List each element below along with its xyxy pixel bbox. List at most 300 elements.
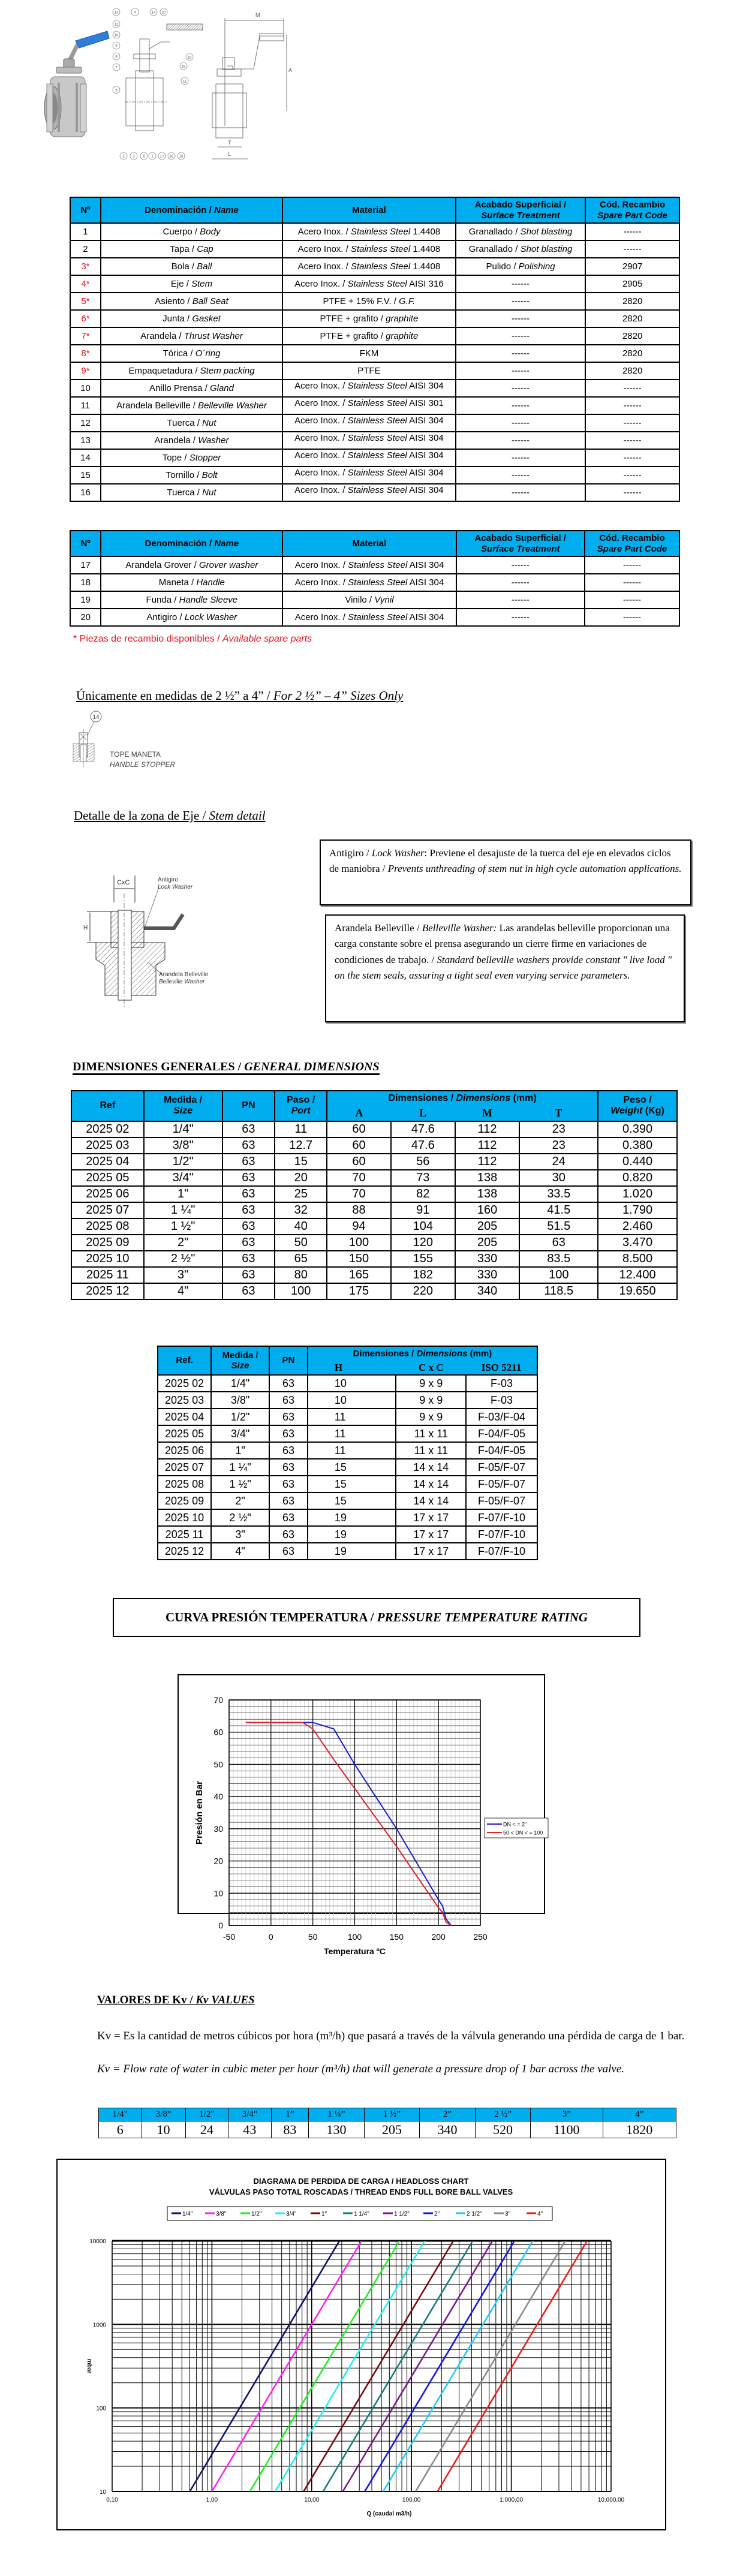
cell-h: 19 bbox=[308, 1526, 396, 1543]
part-name: Cuerpo / Body bbox=[101, 223, 282, 240]
cell-m: 205 bbox=[455, 1218, 520, 1235]
y-tick-label: 10 bbox=[99, 2489, 106, 2496]
y-axis-label: Presión en Bar bbox=[194, 1781, 204, 1844]
cell-l: 82 bbox=[391, 1186, 455, 1202]
x-tick-label: 250 bbox=[473, 1932, 488, 1942]
col-header-t: T bbox=[519, 1106, 598, 1121]
cell-size: 4" bbox=[144, 1283, 222, 1299]
cell-pn: 63 bbox=[269, 1459, 308, 1476]
y-tick-label: 70 bbox=[213, 1695, 223, 1705]
cell-iso5211: F-07/F-10 bbox=[466, 1509, 537, 1526]
legend-label: 1/4" bbox=[182, 2211, 193, 2217]
cell-m: 138 bbox=[455, 1170, 520, 1186]
cell-weight: 0.380 bbox=[598, 1137, 677, 1154]
cell-a: 70 bbox=[327, 1186, 391, 1202]
part-number: 17 bbox=[70, 556, 101, 574]
y-tick-label: 20 bbox=[213, 1856, 223, 1866]
cell-weight: 0.820 bbox=[598, 1170, 677, 1186]
cell-l: 47.6 bbox=[391, 1137, 455, 1154]
cell-t: 24 bbox=[519, 1154, 598, 1170]
kv-heading: VALORES DE Kv / Kv VALUES bbox=[97, 1994, 255, 2006]
parts-row bbox=[70, 327, 679, 345]
part-spare-code: 2907 bbox=[585, 258, 679, 275]
cell-size: 3" bbox=[144, 1267, 222, 1283]
part-material: Acero Inox. / Stainless Steel AISI 304 bbox=[282, 556, 456, 574]
cell-l: 56 bbox=[391, 1154, 455, 1170]
stem-dimension-row bbox=[158, 1425, 537, 1442]
part-surface-treatment: ------ bbox=[456, 467, 586, 484]
parts-row bbox=[70, 397, 679, 414]
series-line-0 bbox=[246, 1723, 451, 1925]
kv-size-header: 3/4" bbox=[228, 2108, 272, 2121]
cell-pn: 63 bbox=[269, 1425, 308, 1442]
general-dimensions-table bbox=[71, 1090, 678, 1300]
parts-row bbox=[70, 275, 679, 293]
cell-weight: 12.400 bbox=[598, 1267, 677, 1283]
callout-label: 3 bbox=[133, 155, 135, 159]
y-tick-label: 10000 bbox=[89, 2238, 106, 2245]
parts-row bbox=[70, 467, 679, 484]
part-spare-code: 2820 bbox=[585, 362, 679, 380]
part-spare-code: ------ bbox=[585, 432, 679, 449]
col-header-weight: Peso / Weight (Kg) bbox=[598, 1091, 677, 1121]
cell-iso5211: F-07/F-10 bbox=[466, 1526, 537, 1543]
part-surface-treatment: ------ bbox=[456, 310, 586, 327]
kv-value: 43 bbox=[228, 2121, 272, 2138]
cell-l: 120 bbox=[391, 1235, 455, 1251]
kv-value: 1820 bbox=[603, 2121, 676, 2138]
stem-dimension-row bbox=[158, 1476, 537, 1492]
callout-label: 13 bbox=[114, 11, 119, 15]
cell-size: 2 ½" bbox=[144, 1251, 222, 1267]
cell-l: 182 bbox=[391, 1267, 455, 1283]
cell-a: 60 bbox=[327, 1121, 391, 1137]
part-spare-code: ------ bbox=[585, 397, 679, 414]
cell-a: 100 bbox=[327, 1235, 391, 1251]
col-header-spare-code: Cód. Recambio Spare Part Code bbox=[585, 197, 679, 223]
dimension-row bbox=[71, 1154, 677, 1170]
cell-ref: 2025 10 bbox=[71, 1251, 144, 1267]
stem-dimension-row bbox=[158, 1392, 537, 1409]
part-number: 5* bbox=[70, 293, 101, 310]
dimension-row bbox=[71, 1170, 677, 1186]
legend-label: 2 1/2" bbox=[467, 2211, 482, 2217]
col-header-a: A bbox=[327, 1106, 391, 1121]
part-name: Tornillo / Bolt bbox=[101, 467, 282, 484]
x-tick-label: 1,00 bbox=[206, 2497, 218, 2503]
parts-row bbox=[70, 556, 679, 574]
parts-row bbox=[70, 293, 679, 310]
cell-a: 60 bbox=[327, 1137, 391, 1154]
parts-row bbox=[70, 449, 679, 467]
x-axis-label: Q (caudal m3/h) bbox=[366, 2511, 412, 2517]
cell-l: 91 bbox=[391, 1202, 455, 1218]
cell-cxc: 9 x 9 bbox=[396, 1409, 466, 1425]
part-surface-treatment: Pulido / Polishing bbox=[456, 258, 586, 275]
callout-label: 2 bbox=[122, 155, 125, 159]
cell-cxc: 14 x 14 bbox=[396, 1492, 466, 1509]
legend-label: 3/8" bbox=[216, 2211, 227, 2217]
cell-cxc: 11 x 11 bbox=[396, 1425, 466, 1442]
cxc-label: CxC bbox=[117, 879, 130, 886]
part-spare-code: ------ bbox=[585, 609, 679, 626]
lock-washer-label-en: Lock Washer bbox=[158, 884, 193, 890]
dimension-row bbox=[71, 1186, 677, 1202]
part-material: PTFE + 15% F.V. / G.F. bbox=[282, 293, 456, 310]
cell-ref: 2025 03 bbox=[158, 1392, 211, 1409]
part-number: 15 bbox=[70, 467, 101, 484]
x-tick-label: 1.000,00 bbox=[500, 2497, 524, 2503]
cell-ref: 2025 04 bbox=[158, 1409, 211, 1425]
part-number: 20 bbox=[70, 609, 101, 626]
cell-port: 20 bbox=[275, 1170, 327, 1186]
part-number: 1 bbox=[70, 223, 101, 240]
cell-m: 340 bbox=[455, 1283, 520, 1299]
dimension-row bbox=[71, 1251, 677, 1267]
part-spare-code: ------ bbox=[585, 449, 679, 467]
cell-ref: 2025 12 bbox=[158, 1543, 211, 1560]
col-header-size: Medida / Size bbox=[211, 1346, 269, 1375]
cell-size: 1" bbox=[211, 1442, 269, 1459]
stopper-label-en: HANDLE STOPPER bbox=[110, 760, 176, 769]
cell-size: 2" bbox=[144, 1235, 222, 1251]
part-number: 13 bbox=[70, 432, 101, 449]
col-header-name: Denominación / Name bbox=[101, 531, 282, 556]
legend-label: DN < = 2" bbox=[503, 1821, 527, 1828]
cell-m: 112 bbox=[455, 1154, 520, 1170]
callout-label: 19 bbox=[187, 56, 192, 60]
part-material: Vinilo / Vynil bbox=[282, 591, 456, 609]
cell-pn: 63 bbox=[222, 1267, 275, 1283]
cell-size: 1 ½" bbox=[211, 1476, 269, 1492]
cell-pn: 63 bbox=[222, 1137, 275, 1154]
part-name: Tuerca / Nut bbox=[101, 484, 282, 501]
cell-l: 220 bbox=[391, 1283, 455, 1299]
cell-pn: 63 bbox=[269, 1543, 308, 1560]
callout-label: 6 bbox=[143, 155, 145, 159]
part-material: Acero Inox. / Stainless Steel 1.4408 bbox=[282, 258, 456, 275]
part-surface-treatment: ------ bbox=[456, 414, 586, 432]
cell-iso5211: F-03 bbox=[466, 1375, 537, 1392]
part-surface-treatment: ------ bbox=[456, 380, 586, 397]
parts-row bbox=[70, 345, 679, 362]
cell-ref: 2025 11 bbox=[71, 1267, 144, 1283]
cell-m: 330 bbox=[455, 1251, 520, 1267]
callout-label: 8 bbox=[115, 55, 118, 59]
part-name: Funda / Handle Sleeve bbox=[101, 591, 282, 609]
cell-h: 11 bbox=[308, 1442, 396, 1459]
y-tick-label: 40 bbox=[213, 1792, 223, 1802]
part-name: Arandela Grover / Grover washer bbox=[101, 556, 282, 574]
callout-label: 9 bbox=[115, 44, 118, 49]
cell-ref: 2025 11 bbox=[158, 1526, 211, 1543]
part-material: Acero Inox. / Stainless Steel AISI 304 bbox=[282, 609, 456, 626]
cell-t: 118.5 bbox=[519, 1283, 598, 1299]
series-line-6 bbox=[343, 2241, 493, 2491]
y-tick-label: 30 bbox=[213, 1823, 223, 1834]
cell-size: 1" bbox=[144, 1186, 222, 1202]
exploded-section-drawing bbox=[113, 6, 206, 165]
kv-size-header: 1/2" bbox=[185, 2108, 228, 2121]
cell-a: 70 bbox=[327, 1170, 391, 1186]
cell-iso5211: F-04/F-05 bbox=[466, 1425, 537, 1442]
part-name: Antigiro / Lock Washer bbox=[101, 609, 282, 626]
headloss-chart bbox=[56, 2159, 666, 2530]
part-spare-code: ------ bbox=[585, 380, 679, 397]
kv-value: 130 bbox=[309, 2121, 365, 2138]
col-header-port: Paso / Port bbox=[275, 1091, 327, 1121]
cell-pn: 63 bbox=[222, 1121, 275, 1137]
cell-pn: 63 bbox=[269, 1509, 308, 1526]
x-tick-label: 50 bbox=[308, 1932, 318, 1942]
handle-stopper-label bbox=[110, 750, 175, 770]
cell-h: 10 bbox=[308, 1392, 396, 1409]
cell-l: 47.6 bbox=[391, 1121, 455, 1137]
callout-label: 7 bbox=[115, 66, 118, 70]
cell-iso5211: F-05/F-07 bbox=[466, 1476, 537, 1492]
part-name: Tope / Stopper bbox=[101, 449, 282, 467]
part-surface-treatment: ------ bbox=[456, 362, 586, 380]
cell-port: 40 bbox=[275, 1218, 327, 1235]
stem-dimension-row bbox=[158, 1543, 537, 1560]
kv-value: 205 bbox=[364, 2121, 420, 2138]
cell-weight: 1.020 bbox=[598, 1186, 677, 1202]
legend-label: 2" bbox=[434, 2211, 440, 2217]
cell-ref: 2025 04 bbox=[71, 1154, 144, 1170]
cell-cxc: 9 x 9 bbox=[396, 1392, 466, 1409]
cell-t: 83.5 bbox=[519, 1251, 598, 1267]
part-spare-code: 2820 bbox=[585, 327, 679, 345]
cell-ref: 2025 02 bbox=[71, 1121, 144, 1137]
y-axis-label: mbar bbox=[86, 2358, 92, 2374]
callout-label: 4 bbox=[134, 11, 136, 15]
cell-ref: 2025 08 bbox=[158, 1476, 211, 1492]
legend-label: 1/2" bbox=[251, 2211, 262, 2217]
kv-values-table bbox=[98, 2108, 676, 2138]
col-header-h: H bbox=[308, 1361, 396, 1375]
col-header-surface: Acabado Superficial / Surface Treatment bbox=[456, 197, 586, 223]
part-surface-treatment: ------ bbox=[456, 275, 586, 293]
cell-pn: 63 bbox=[269, 1392, 308, 1409]
parts-row bbox=[70, 609, 679, 626]
cell-pn: 63 bbox=[269, 1409, 308, 1425]
cell-pn: 63 bbox=[269, 1442, 308, 1459]
cell-pn: 63 bbox=[222, 1170, 275, 1186]
part-material: FKM bbox=[282, 345, 456, 362]
part-spare-code: ------ bbox=[585, 591, 679, 609]
x-tick-label: -50 bbox=[222, 1932, 236, 1942]
col-header-size: Medida / Size bbox=[144, 1091, 222, 1121]
col-header-ref: Ref bbox=[71, 1091, 144, 1121]
kv-value: 1100 bbox=[531, 2121, 603, 2138]
dimension-row bbox=[71, 1121, 677, 1137]
cell-size: 1 ¼" bbox=[211, 1459, 269, 1476]
dimension-row bbox=[71, 1218, 677, 1235]
parts-table-continued bbox=[70, 530, 680, 627]
callout-label: 1 bbox=[151, 155, 154, 159]
x-tick-label: 0 bbox=[268, 1932, 273, 1942]
cell-cxc: 14 x 14 bbox=[396, 1476, 466, 1492]
kv-value: 24 bbox=[185, 2121, 228, 2138]
callout-label: 14 bbox=[151, 11, 156, 15]
cell-l: 73 bbox=[391, 1170, 455, 1186]
legend-label: 1 1/4" bbox=[354, 2211, 369, 2217]
part-name: Tórica / O´ring bbox=[101, 345, 282, 362]
cell-a: 165 bbox=[327, 1267, 391, 1283]
part-surface-treatment: ------ bbox=[456, 556, 585, 574]
col-header-dimensions: Dimensiones / Dimensions (mm) bbox=[327, 1091, 598, 1106]
legend-label: 3" bbox=[505, 2211, 511, 2217]
x-tick-label: 10,00 bbox=[304, 2497, 320, 2503]
part-spare-code: 2820 bbox=[585, 345, 679, 362]
col-header-surface: Acabado Superficial / Surface Treatment bbox=[456, 531, 585, 556]
h-label: H bbox=[83, 925, 88, 931]
y-tick-label: 100 bbox=[96, 2405, 106, 2412]
parts-row bbox=[70, 223, 679, 240]
callout-label: 5 bbox=[115, 89, 118, 93]
parts-row bbox=[70, 591, 679, 609]
cell-t: 41.5 bbox=[519, 1202, 598, 1218]
cell-pn: 63 bbox=[222, 1218, 275, 1235]
cell-pn: 63 bbox=[222, 1235, 275, 1251]
series-line-10 bbox=[437, 2241, 587, 2491]
cell-ref: 2025 07 bbox=[71, 1202, 144, 1218]
part-material: PTFE + grafito / graphite bbox=[282, 327, 456, 345]
cell-weight: 2.460 bbox=[598, 1218, 677, 1235]
cell-iso5211: F-05/F-07 bbox=[466, 1492, 537, 1509]
part-spare-code: ------ bbox=[585, 467, 679, 484]
part-number: 2 bbox=[70, 240, 101, 258]
kv-size-header: 2 ½” bbox=[475, 2108, 531, 2121]
kv-size-header: 3” bbox=[531, 2108, 603, 2121]
cell-ref: 2025 06 bbox=[71, 1186, 144, 1202]
cell-ref: 2025 10 bbox=[158, 1509, 211, 1526]
parts-row bbox=[70, 258, 679, 275]
cell-port: 100 bbox=[275, 1283, 327, 1299]
stem-dimension-row bbox=[158, 1509, 537, 1526]
kv-value: 340 bbox=[420, 2121, 476, 2138]
kv-value: 520 bbox=[475, 2121, 531, 2138]
col-header-no: Nº bbox=[70, 531, 101, 556]
cell-pn: 63 bbox=[222, 1202, 275, 1218]
chart-subtitle: VÁLVULAS PASO TOTAL ROSCADAS / THREAD ENDS FULL BORE BALL VALVES bbox=[209, 2187, 513, 2196]
belleville-label-es: Arandela Belleville bbox=[159, 971, 209, 978]
cell-cxc: 17 x 17 bbox=[396, 1526, 466, 1543]
cell-port: 11 bbox=[275, 1121, 327, 1137]
cell-m: 138 bbox=[455, 1186, 520, 1202]
series-line-5 bbox=[323, 2241, 473, 2491]
part-name: Tapa / Cap bbox=[101, 240, 282, 258]
y-tick-label: 10 bbox=[213, 1888, 223, 1898]
part-name: Arandela Belleville / Belleville Washer bbox=[101, 397, 282, 414]
lock-washer-description: Antigiro / Lock Washer: Previene el desajuste de la tuerca del eje en elevados ciclos de maniobra / Prevents unthreading of stem nut in high cycle automation applications. bbox=[320, 839, 691, 905]
part-material: Acero Inox. / Stainless Steel AISI 316 bbox=[282, 275, 456, 293]
stem-dimension-row bbox=[158, 1375, 537, 1392]
cell-cxc: 17 x 17 bbox=[396, 1509, 466, 1526]
pressure-temperature-title: CURVA PRESIÓN TEMPERATURA / PRESSURE TEMPERATURE RATING bbox=[113, 1598, 640, 1637]
part-number: 14 bbox=[70, 449, 101, 467]
part-name: Empaquetadura / Stem packing bbox=[101, 362, 282, 380]
parts-row bbox=[70, 240, 679, 258]
cell-h: 15 bbox=[308, 1492, 396, 1509]
part-name: Bola / Ball bbox=[101, 258, 282, 275]
legend-label: 1" bbox=[321, 2211, 327, 2217]
kv-value: 6 bbox=[99, 2121, 142, 2138]
col-header-pn: PN bbox=[269, 1346, 308, 1375]
kv-size-header: 1 ¼” bbox=[309, 2108, 365, 2121]
general-dimensions-heading: DIMENSIONES GENERALES / GENERAL DIMENSIONS bbox=[73, 1060, 380, 1075]
parts-row bbox=[70, 362, 679, 380]
cell-pn: 63 bbox=[222, 1186, 275, 1202]
pressure-temperature-chart bbox=[178, 1661, 549, 1956]
cell-l: 155 bbox=[391, 1251, 455, 1267]
legend bbox=[485, 1818, 548, 1838]
kv-definition-en: Kv = Flow rate of water in cubic meter per hour (m³/h) that will generate a pressure drop of 1 bar across the valve. bbox=[97, 2063, 625, 2075]
cell-ref: 2025 12 bbox=[71, 1283, 144, 1299]
part-surface-treatment: ------ bbox=[456, 449, 586, 467]
dimension-row bbox=[71, 1137, 677, 1154]
col-header-material: Material bbox=[282, 197, 456, 223]
series-line-1 bbox=[212, 2241, 362, 2491]
col-header-spare-code: Cód. Recambio Spare Part Code bbox=[585, 531, 679, 556]
cell-size: 1/4" bbox=[144, 1121, 222, 1137]
stem-dimension-row bbox=[158, 1409, 537, 1425]
cell-cxc: 11 x 11 bbox=[396, 1442, 466, 1459]
part-number: 16 bbox=[70, 484, 101, 501]
part-spare-code: ------ bbox=[585, 223, 679, 240]
cell-h: 15 bbox=[308, 1476, 396, 1492]
cell-pn: 63 bbox=[269, 1476, 308, 1492]
cell-h: 19 bbox=[308, 1509, 396, 1526]
callout-label: 12 bbox=[114, 23, 119, 27]
belleville-label-en: Belleville Washer bbox=[159, 979, 205, 985]
col-header-cxc: C x C bbox=[396, 1361, 466, 1375]
cell-l: 104 bbox=[391, 1218, 455, 1235]
kv-size-header: 1 ½” bbox=[364, 2108, 420, 2121]
dim-label-t: T bbox=[228, 140, 231, 146]
cell-a: 60 bbox=[327, 1154, 391, 1170]
cell-ref: 2025 09 bbox=[158, 1492, 211, 1509]
cell-iso5211: F-04/F-05 bbox=[466, 1442, 537, 1459]
cell-h: 19 bbox=[308, 1543, 396, 1560]
x-tick-label: 200 bbox=[431, 1932, 446, 1942]
kv-size-header: 2” bbox=[420, 2108, 476, 2121]
cell-pn: 63 bbox=[222, 1154, 275, 1170]
cell-t: 63 bbox=[519, 1235, 598, 1251]
part-number: 18 bbox=[70, 574, 101, 591]
cell-a: 150 bbox=[327, 1251, 391, 1267]
parts-row bbox=[70, 432, 679, 449]
x-tick-label: 10.000,00 bbox=[597, 2497, 625, 2503]
part-name: Anillo Prensa / Gland bbox=[101, 380, 282, 397]
part-number: 4* bbox=[70, 275, 101, 293]
callout-label: 15 bbox=[179, 155, 184, 159]
cell-h: 11 bbox=[308, 1409, 396, 1425]
dim-label-a: A bbox=[288, 67, 293, 73]
cell-ref: 2025 05 bbox=[71, 1170, 144, 1186]
kv-size-header: 3/8” bbox=[142, 2108, 185, 2121]
part-name: Arandela / Thrust Washer bbox=[101, 327, 282, 345]
cell-a: 88 bbox=[327, 1202, 391, 1218]
cell-ref: 2025 07 bbox=[158, 1459, 211, 1476]
x-tick-label: 150 bbox=[389, 1932, 404, 1942]
cell-a: 94 bbox=[327, 1218, 391, 1235]
y-tick-label: 0 bbox=[218, 1921, 223, 1930]
cell-weight: 1.790 bbox=[598, 1202, 677, 1218]
cell-iso5211: F-07/F-10 bbox=[466, 1543, 537, 1560]
part-surface-treatment: ------ bbox=[456, 293, 586, 310]
legend-label: 1 1/2" bbox=[394, 2211, 410, 2217]
